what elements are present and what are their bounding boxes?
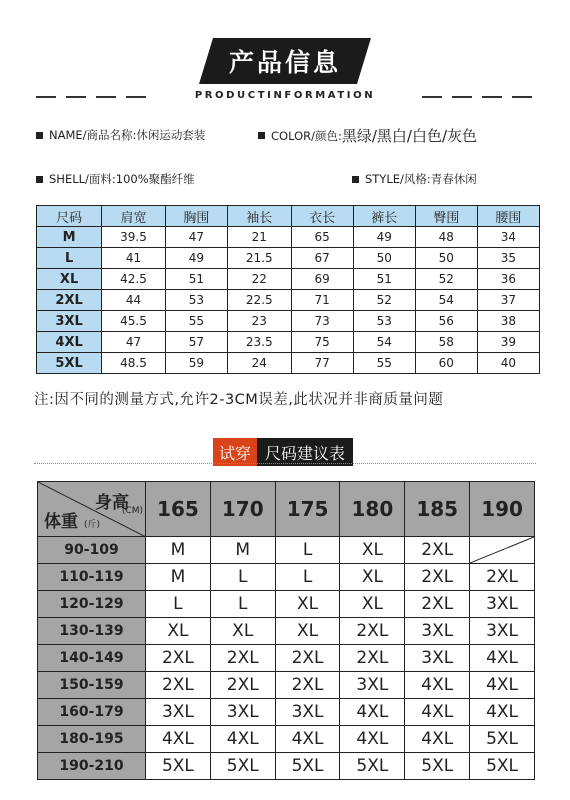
- height-header-cell: 175: [275, 482, 340, 537]
- recommended-size-cell: 3XL: [275, 699, 340, 726]
- recommended-size-cell: 2XL: [405, 564, 470, 591]
- recommend-row: [38, 753, 535, 780]
- weight-range-cell: 110-119: [38, 564, 146, 591]
- recommended-size-cell: 2XL: [210, 645, 275, 672]
- size-value-cell: 52: [353, 290, 415, 311]
- size-table-row: [37, 332, 540, 353]
- size-value-cell: 53: [353, 311, 415, 332]
- size-value-cell: 56: [415, 311, 477, 332]
- size-header-cell: 腰围: [477, 206, 539, 227]
- size-value-cell: 40: [477, 353, 539, 374]
- recommended-size-cell: 2XL: [146, 645, 211, 672]
- recommended-size-cell: 2XL: [275, 645, 340, 672]
- recommend-row: [38, 564, 535, 591]
- recommended-size-cell: 5XL: [405, 753, 470, 780]
- size-table-row: [37, 269, 540, 290]
- corner-height-label: 身高: [95, 493, 129, 513]
- style-label: STYLE/风格:: [365, 172, 431, 186]
- size-value-cell: 59: [165, 353, 227, 374]
- recommended-size-cell: 2XL: [405, 591, 470, 618]
- recommend-row: [38, 645, 535, 672]
- size-header-cell: 衣长: [291, 206, 353, 227]
- size-value-cell: 67: [291, 248, 353, 269]
- size-label-cell: 4XL: [37, 332, 102, 353]
- style-value: 青春休闲: [430, 172, 477, 186]
- recommended-size-cell: 4XL: [470, 645, 535, 672]
- recommend-row: [38, 618, 535, 645]
- size-table-header-row: [37, 206, 540, 227]
- size-value-cell: 55: [165, 311, 227, 332]
- size-value-cell: 50: [415, 248, 477, 269]
- size-header-cell: 胸围: [165, 206, 227, 227]
- recommended-size-cell: 2XL: [210, 672, 275, 699]
- size-value-cell: 69: [291, 269, 353, 290]
- size-value-cell: 54: [415, 290, 477, 311]
- size-label-cell: L: [37, 248, 102, 269]
- size-value-cell: 21.5: [227, 248, 291, 269]
- recommended-size-cell: L: [275, 564, 340, 591]
- recommended-size-cell: 3XL: [470, 618, 535, 645]
- size-value-cell: 36: [477, 269, 539, 290]
- recommended-size-cell: 2XL: [146, 672, 211, 699]
- size-value-cell: 42.5: [102, 269, 166, 290]
- recommended-size-cell: XL: [210, 618, 275, 645]
- recommended-size-cell: L: [275, 537, 340, 564]
- info-style: [352, 171, 477, 187]
- size-table: [36, 205, 540, 374]
- recommended-size-cell: XL: [340, 537, 405, 564]
- size-value-cell: 54: [353, 332, 415, 353]
- weight-range-cell: 140-149: [38, 645, 146, 672]
- recommended-size-cell: XL: [340, 591, 405, 618]
- size-value-cell: 47: [165, 227, 227, 248]
- size-value-cell: 41: [102, 248, 166, 269]
- corner-cell: [38, 482, 146, 537]
- recommended-size-cell: 4XL: [470, 672, 535, 699]
- recommended-size-cell: XL: [340, 564, 405, 591]
- height-header-cell: 165: [146, 482, 211, 537]
- size-value-cell: 38: [477, 311, 539, 332]
- recommend-header-row: [38, 482, 535, 537]
- recommended-size-cell: 2XL: [470, 564, 535, 591]
- recommended-size-cell: 4XL: [210, 726, 275, 753]
- recommend-row: [38, 699, 535, 726]
- size-value-cell: 44: [102, 290, 166, 311]
- size-value-cell: 50: [353, 248, 415, 269]
- recommended-size-cell: 4XL: [340, 726, 405, 753]
- height-header-cell: 180: [340, 482, 405, 537]
- name-value: 休闲运动套装: [136, 128, 206, 142]
- recommended-size-cell: L: [210, 564, 275, 591]
- weight-range-cell: 160-179: [38, 699, 146, 726]
- recommended-size-cell: 3XL: [210, 699, 275, 726]
- dash-decoration-left: [36, 96, 146, 98]
- recommended-size-cell: 2XL: [340, 645, 405, 672]
- bullet-square-icon: [36, 132, 43, 139]
- size-header-cell: 肩宽: [102, 206, 166, 227]
- size-value-cell: 23.5: [227, 332, 291, 353]
- size-value-cell: 21: [227, 227, 291, 248]
- recommended-size-cell: 3XL: [340, 672, 405, 699]
- size-header-cell: 臀围: [415, 206, 477, 227]
- size-table-row: [37, 353, 540, 374]
- measurement-note: 注:因不同的测量方式,允许2-3CM误差,此状况并非商质量问题: [34, 392, 444, 408]
- recommend-row: [38, 537, 535, 564]
- recommended-size-cell: M: [146, 564, 211, 591]
- size-value-cell: 52: [415, 269, 477, 290]
- size-value-cell: 39: [477, 332, 539, 353]
- info-color: [258, 125, 477, 146]
- corner-weight-label: 体重: [44, 512, 78, 532]
- recommended-size-cell: 5XL: [340, 753, 405, 780]
- size-value-cell: 49: [165, 248, 227, 269]
- recommended-size-cell: 5XL: [470, 726, 535, 753]
- shell-label: SHELL/面料:: [49, 172, 116, 186]
- recommend-title-main: 尺码建议表: [257, 438, 353, 466]
- recommended-size-cell: 3XL: [405, 618, 470, 645]
- size-label-cell: 2XL: [37, 290, 102, 311]
- size-header-cell: 袖长: [227, 206, 291, 227]
- page-title: 产品信息: [228, 48, 341, 77]
- size-value-cell: 35: [477, 248, 539, 269]
- diagonal-line: [470, 537, 534, 563]
- recommended-size-cell: XL: [275, 618, 340, 645]
- size-value-cell: 37: [477, 290, 539, 311]
- weight-range-cell: 120-129: [38, 591, 146, 618]
- info-name: [36, 127, 205, 143]
- info-shell: [36, 171, 195, 187]
- shell-value: 100%聚酯纤维: [115, 172, 195, 186]
- height-header-cell: 190: [470, 482, 535, 537]
- size-header-cell: 尺码: [37, 206, 102, 227]
- size-value-cell: 48: [415, 227, 477, 248]
- recommended-size-cell: 3XL: [146, 699, 211, 726]
- bullet-square-icon: [352, 176, 359, 183]
- page-subtitle: PRODUCTINFORMATION: [194, 90, 376, 101]
- size-value-cell: 22.5: [227, 290, 291, 311]
- recommended-size-cell: 3XL: [405, 645, 470, 672]
- size-value-cell: 65: [291, 227, 353, 248]
- recommended-size-cell: L: [146, 591, 211, 618]
- weight-range-cell: 150-159: [38, 672, 146, 699]
- weight-range-cell: 130-139: [38, 618, 146, 645]
- size-label-cell: 5XL: [37, 353, 102, 374]
- size-value-cell: 48.5: [102, 353, 166, 374]
- size-value-cell: 53: [165, 290, 227, 311]
- recommended-size-cell: 4XL: [340, 699, 405, 726]
- recommended-size-cell: 4XL: [405, 699, 470, 726]
- name-label: NAME/商品名称:: [49, 128, 137, 142]
- size-value-cell: 75: [291, 332, 353, 353]
- recommend-table: [37, 481, 535, 780]
- recommended-size-cell: 4XL: [405, 726, 470, 753]
- size-value-cell: 55: [353, 353, 415, 374]
- size-value-cell: 77: [291, 353, 353, 374]
- size-table-row: [37, 290, 540, 311]
- recommended-size-cell: 2XL: [275, 672, 340, 699]
- size-header-cell: 裤长: [353, 206, 415, 227]
- recommended-size-cell: 4XL: [470, 699, 535, 726]
- size-value-cell: 34: [477, 227, 539, 248]
- size-value-cell: 57: [165, 332, 227, 353]
- recommended-size-cell: 2XL: [340, 618, 405, 645]
- weight-range-cell: 180-195: [38, 726, 146, 753]
- dotted-divider: [34, 463, 536, 464]
- size-value-cell: 45.5: [102, 311, 166, 332]
- recommended-size-cell: 3XL: [470, 591, 535, 618]
- title-banner-wrap: [0, 38, 570, 86]
- recommend-row: [38, 672, 535, 699]
- recommended-size-cell: XL: [275, 591, 340, 618]
- size-value-cell: 71: [291, 290, 353, 311]
- color-value: 黑绿/黑白/白色/灰色: [341, 127, 478, 145]
- recommended-size-cell: 5XL: [275, 753, 340, 780]
- recommended-size-cell: 5XL: [146, 753, 211, 780]
- size-value-cell: 60: [415, 353, 477, 374]
- size-value-cell: 51: [165, 269, 227, 290]
- subtitle-row: [0, 90, 570, 104]
- size-table-row: [37, 248, 540, 269]
- height-header-cell: 170: [210, 482, 275, 537]
- dash-decoration-right: [422, 96, 532, 98]
- size-value-cell: 58: [415, 332, 477, 353]
- size-label-cell: XL: [37, 269, 102, 290]
- size-table-row: [37, 311, 540, 332]
- size-value-cell: 47: [102, 332, 166, 353]
- weight-range-cell: 90-109: [38, 537, 146, 564]
- size-value-cell: 49: [353, 227, 415, 248]
- bullet-square-icon: [258, 132, 265, 139]
- size-value-cell: 24: [227, 353, 291, 374]
- recommend-title-accent: 试穿: [213, 438, 257, 466]
- size-value-cell: 23: [227, 311, 291, 332]
- recommended-size-cell: M: [146, 537, 211, 564]
- size-table-row: [37, 227, 540, 248]
- recommended-size-cell: 5XL: [470, 753, 535, 780]
- recommend-row: [38, 591, 535, 618]
- bullet-square-icon: [36, 176, 43, 183]
- size-label-cell: M: [37, 227, 102, 248]
- recommended-size-cell: 4XL: [275, 726, 340, 753]
- size-value-cell: 39.5: [102, 227, 166, 248]
- recommended-size-cell: M: [210, 537, 275, 564]
- recommend-row: [38, 726, 535, 753]
- height-header-cell: 185: [405, 482, 470, 537]
- recommended-size-cell: 4XL: [146, 726, 211, 753]
- recommended-size-cell: 4XL: [405, 672, 470, 699]
- size-label-cell: 3XL: [37, 311, 102, 332]
- weight-range-cell: 190-210: [38, 753, 146, 780]
- recommended-size-cell: L: [210, 591, 275, 618]
- corner-cm-label: (CM): [121, 506, 143, 516]
- recommended-size-cell: XL: [146, 618, 211, 645]
- corner-jin-label: (斤): [84, 520, 101, 530]
- size-value-cell: 51: [353, 269, 415, 290]
- empty-slash-cell: [470, 537, 535, 564]
- recommended-size-cell: 5XL: [210, 753, 275, 780]
- color-label: COLOR/颜色:: [271, 128, 342, 143]
- size-value-cell: 73: [291, 311, 353, 332]
- size-value-cell: 22: [227, 269, 291, 290]
- recommended-size-cell: 2XL: [405, 537, 470, 564]
